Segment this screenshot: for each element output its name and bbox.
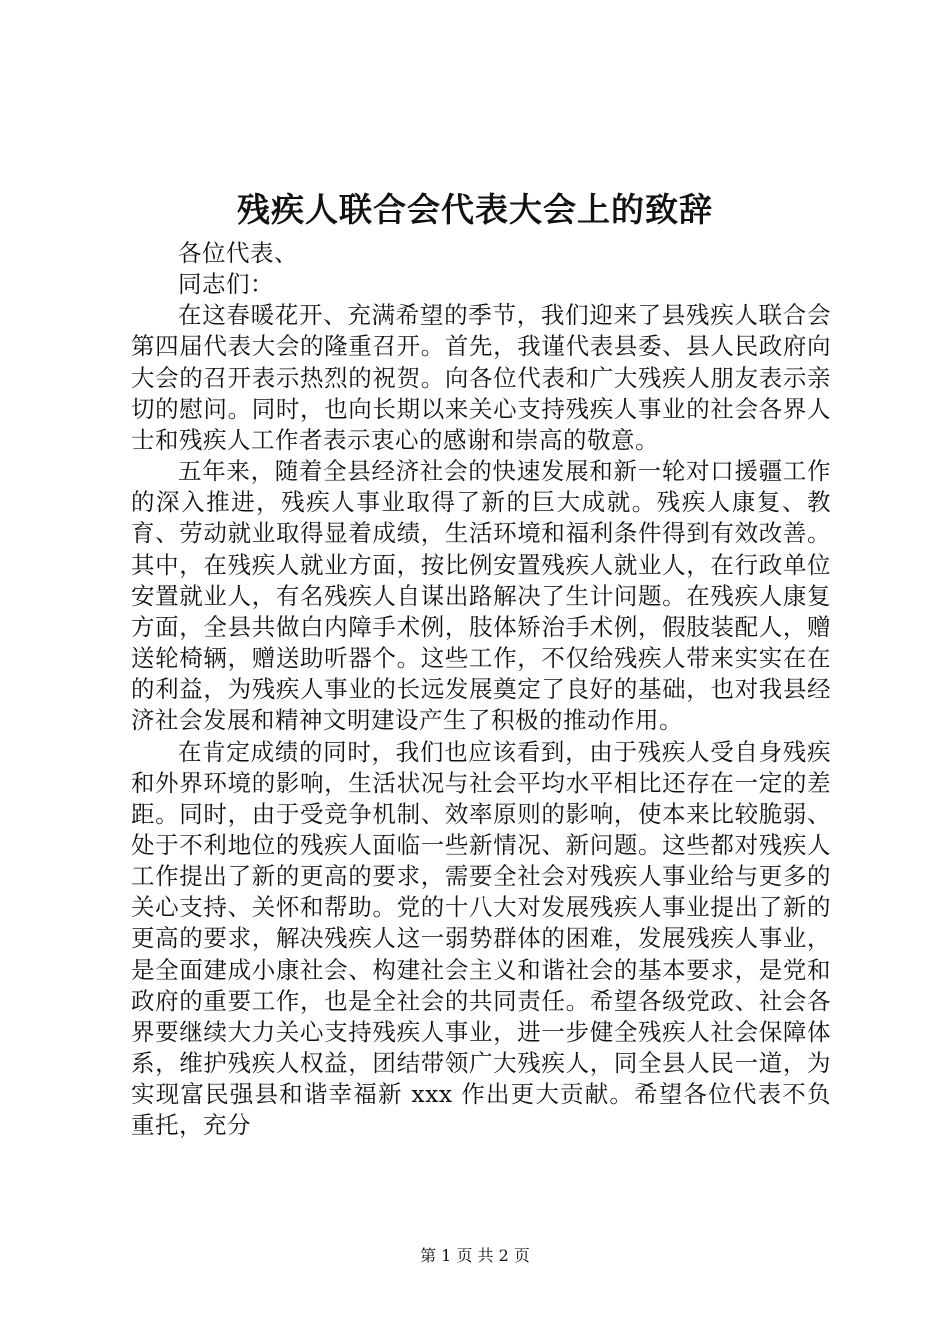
salutation-line: 同志们：: [178, 270, 274, 299]
document-body: [131, 238, 831, 1142]
body-paragraph: 在这春暖花开、充满希望的季节，我们迎来了县残疾人联合会第四届代表大会的隆重召开。首先，我谨代表县委、县人民政府向大会的召开表示热烈的祝贺。向各位代表和广大残疾人朋友表示亲切的慰问。同时，也向长期以来关心支持残疾人事业的社会各界人士和残疾人工作者表示衷心的感谢和崇高的敬意。: [131, 301, 831, 454]
salutation-line: 各位代表、: [178, 239, 298, 267]
page-number-footer: 第 1 页 共 2 页: [420, 1246, 530, 1265]
document-title: 残疾人联合会代表大会上的致辞: [237, 190, 713, 229]
body-paragraph: 五年来，随着全县经济社会的快速发展和新一轮对口援疆工作的深入推进，残疾人事业取得了新的巨大成就。残疾人康复、教育、劳动就业取得显着成绩，生活环境和福利条件得到有效改善。其中，在残疾人就业方面，按比例安置残疾人就业人，在行政单位安置就业人，有名残疾人自谋出路解决了生计问题。在残疾人康复方面，全县共做白内障手术例，肢体矫治手术例，假肢装配人，赠送轮椅辆，赠送助听器个。这些工作，不仅给残疾人带来实实在在的利益，为残疾人事业的长远发展奠定了良好的基础，也对我县经济社会发展和精神文明建设产生了积极的推动作用。: [131, 457, 831, 735]
body-paragraph: 在肯定成绩的同时，我们也应该看到，由于残疾人受自身残疾和外界环境的影响，生活状况与社会平均水平相比还存在一定的差距。同时，由于受竞争机制、效率原则的影响，使本来比较脆弱、处于不利地位的残疾人面临一些新情况、新问题。这些都对残疾人工作提出了新的更高的要求，需要全社会对残疾人事业给与更多的关心支持、关怀和帮助。党的十八大对发展残疾人事业提出了新的更高的要求，解决残疾人这一弱势群体的困难，发展残疾人事业，是全面建成小康社会、构建社会主义和谐社会的基本要求，是党和政府的重要工作，也是全社会的共同责任。希望各级党政、社会各界要继续大力关心支持残疾人事业，进一步健全残疾人社会保障体系，维护残疾人权益，团结带领广大残疾人，同全县人民一道，为实现富民强县和谐幸福新 xxx 作出更大贡献。希望各位代表不负重托，充分: [131, 737, 831, 1140]
